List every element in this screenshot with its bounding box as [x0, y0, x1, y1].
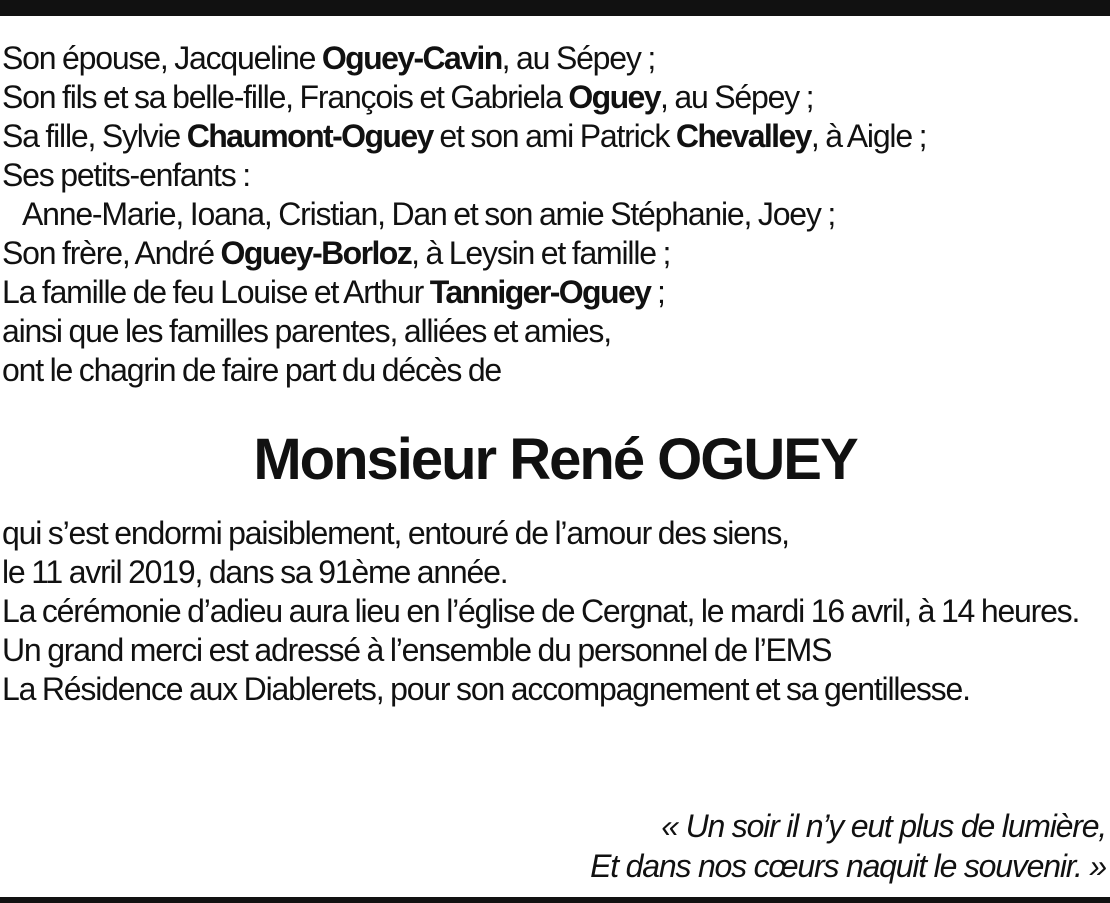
thanks-line-1: Un grand merci est adressé à l’ensemble du personnel de l’EMS	[2, 632, 832, 668]
daughter-name: Chaumont-Oguey	[186, 118, 433, 154]
brother-suffix: , à Leysin et famille ;	[411, 235, 671, 271]
late-family-suffix: ;	[650, 274, 665, 310]
bottom-rule	[0, 897, 1110, 903]
daughter-middle: et son ami Patrick	[432, 118, 676, 154]
details-line-2: le 11 avril 2019, dans sa 91ème année.	[2, 554, 508, 590]
details-line-1: qui s’est endormi paisiblement, entouré de l’amour des siens,	[2, 515, 789, 551]
brother-line	[2, 234, 1108, 273]
grandchildren-line: Anne-Marie, Ioana, Cristian, Dan et son amie Stéphanie, Joey ;	[22, 196, 836, 232]
son-line	[2, 78, 1108, 117]
brother-prefix: Son frère, André	[2, 235, 221, 271]
ceremony-text: La cérémonie d’adieu aura lieu en l’église de Cergnat, le mardi 16 avril, à 14 heures.	[2, 593, 1080, 629]
thanks-line-2: La Résidence aux Diablerets, pour son accompagnement et sa gentillesse.	[2, 671, 970, 707]
relatives-line: ainsi que les familles parentes, alliées et amies,	[2, 313, 611, 349]
deceased-name: Monsieur René OGUEY	[253, 427, 857, 492]
family-list	[2, 39, 1108, 390]
announcement-line: ont le chagrin de faire part du décès de	[2, 352, 502, 388]
son-name: Oguey	[568, 79, 660, 115]
daughter-suffix: , à Aigle ;	[810, 118, 927, 154]
brother-name: Oguey-Borloz	[220, 235, 412, 271]
son-prefix: Son fils et sa belle-fille, François et Gabriela	[2, 79, 569, 115]
closing-quote	[590, 806, 1106, 886]
spouse-line	[2, 39, 1108, 78]
spouse-suffix: , au Sépey ;	[501, 40, 656, 76]
late-family-name: Tanniger-Oguey	[429, 274, 651, 310]
quote-line-2: Et dans nos cœurs naquit le souvenir. »	[590, 848, 1106, 884]
spouse-name: Oguey-Cavin	[321, 40, 502, 76]
spouse-prefix: Son épouse, Jacqueline	[2, 40, 322, 76]
daughter-partner-name: Chevalley	[675, 118, 811, 154]
details-text	[2, 514, 1108, 709]
quote-line-1: « Un soir il n’y eut plus de lumière,	[661, 808, 1106, 844]
late-family-line	[2, 273, 1108, 312]
late-family-prefix: La famille de feu Louise et Arthur	[2, 274, 430, 310]
grandchildren-heading: Ses petits-enfants :	[2, 157, 250, 193]
daughter-prefix: Sa fille, Sylvie	[2, 118, 187, 154]
daughter-line	[2, 117, 1108, 156]
son-suffix: , au Sépey ;	[659, 79, 814, 115]
top-rule	[0, 0, 1110, 16]
